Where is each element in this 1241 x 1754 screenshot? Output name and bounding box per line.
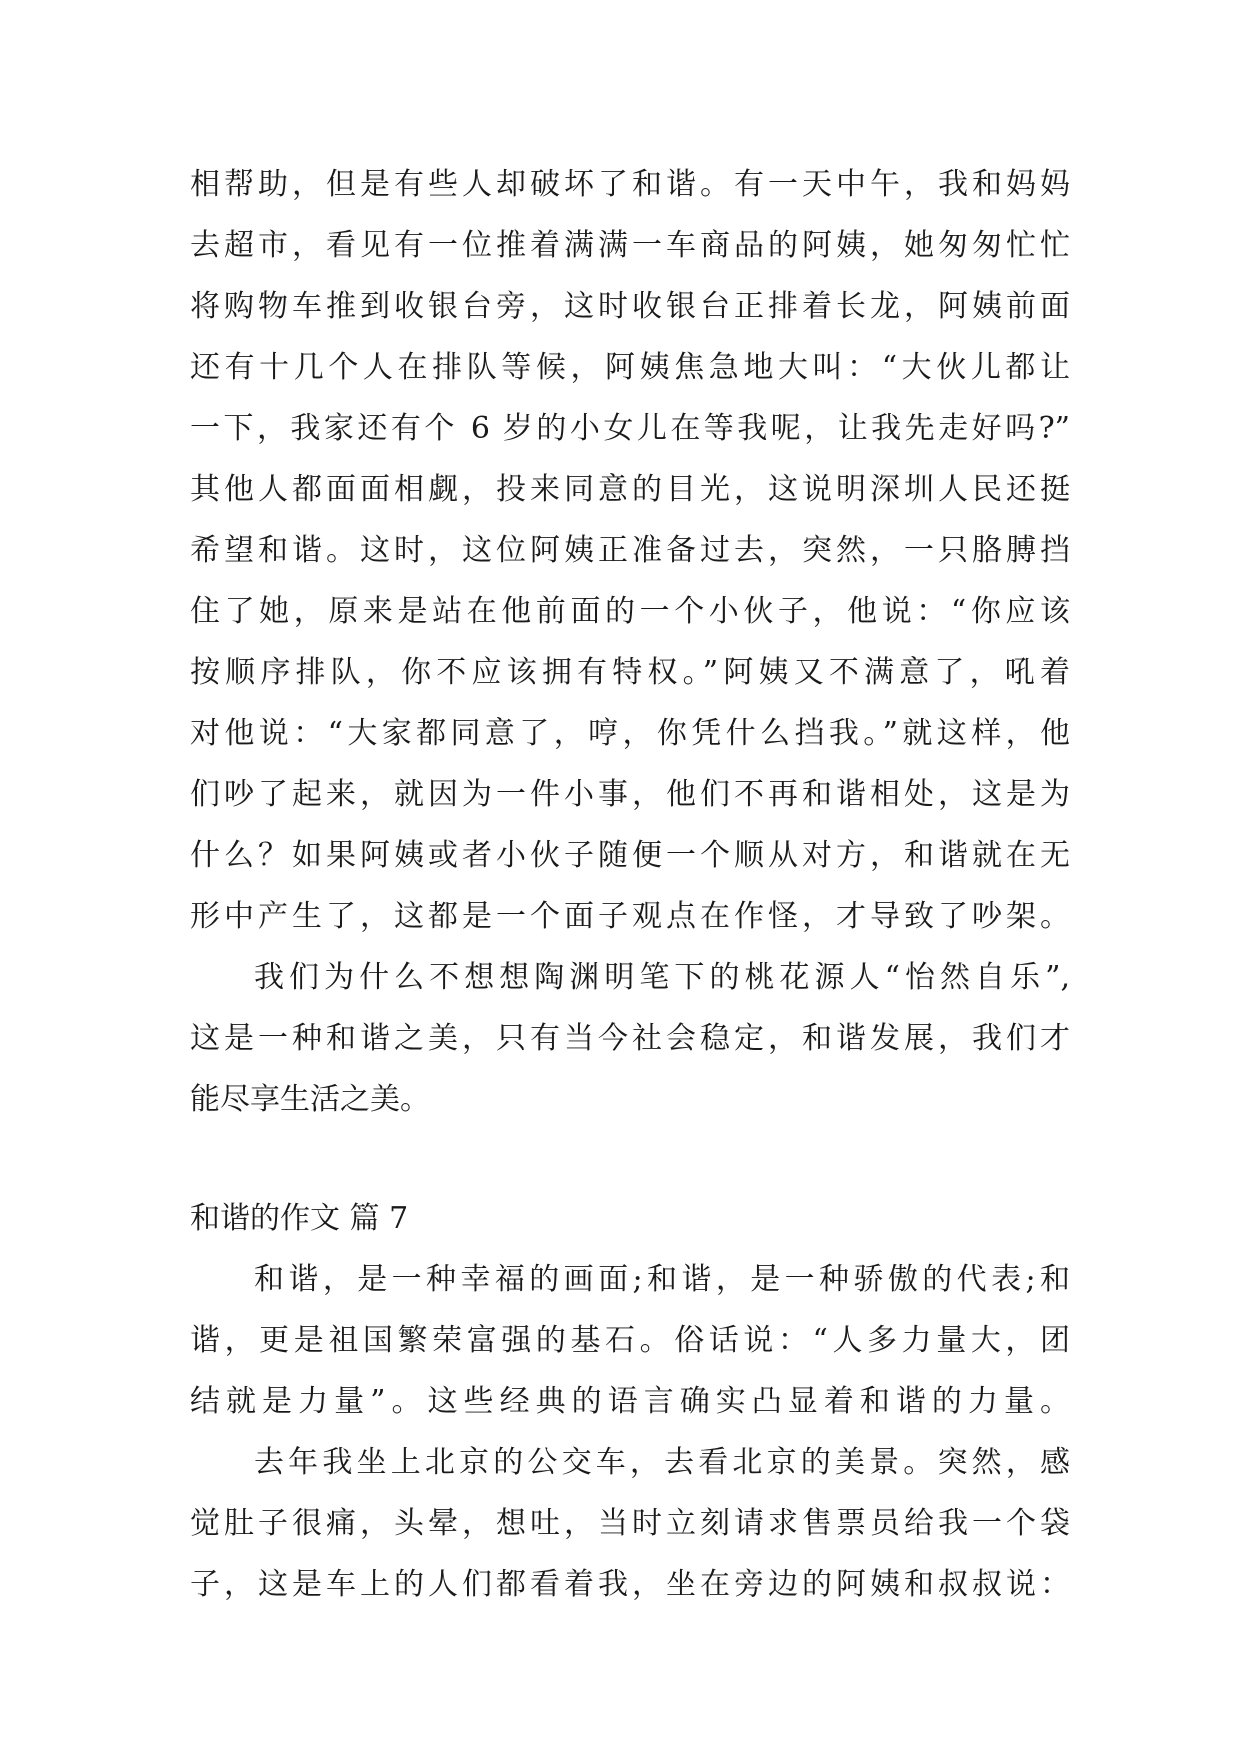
paragraph-1-line-8: 住了她，原来是站在他前面的一个小伙子，他说：“你应该: [190, 594, 1070, 629]
paragraph-4-line-3: 子，这是车上的人们都看着我，坐在旁边的阿姨和叔叔说：: [190, 1567, 1070, 1602]
paragraph-1-line-11: 们吵了起来，就因为一件小事，他们不再和谐相处，这是为: [190, 777, 1070, 812]
paragraph-4-line-1: 去年我坐上北京的公交车，去看北京的美景。突然，感: [254, 1445, 1070, 1480]
paragraph-1-line-9: 按顺序排队，你不应该拥有特权。”阿姨又不满意了，吼着: [190, 655, 1070, 690]
paragraph-2-line-2: 这是一种和谐之美，只有当今社会稳定，和谐发展，我们才: [190, 1021, 1070, 1056]
paragraph-3-line-2: 谐，更是祖国繁荣富强的基石。俗话说：“人多力量大，团: [190, 1323, 1070, 1358]
paragraph-1-line-6: 其他人都面面相觑，投来同意的目光，这说明深圳人民还挺: [190, 472, 1070, 507]
section-heading: 和谐的作文 篇 7: [190, 1201, 409, 1236]
paragraph-1-line-2: 去超市，看见有一位推着满满一车商品的阿姨，她匆匆忙忙: [190, 228, 1070, 263]
paragraph-1-line-12: 什么？如果阿姨或者小伙子随便一个顺从对方，和谐就在无: [190, 838, 1070, 873]
paragraph-1-line-10: 对他说：“大家都同意了，哼，你凭什么挡我。”就这样，他: [190, 716, 1070, 751]
paragraph-3-line-1: 和谐，是一种幸福的画面;和谐，是一种骄傲的代表;和: [254, 1262, 1070, 1297]
paragraph-3-line-3: 结就是力量”。这些经典的语言确实凸显着和谐的力量。: [190, 1384, 1070, 1419]
paragraph-1-line-1: 相帮助，但是有些人却破坏了和谐。有一天中午，我和妈妈: [190, 167, 1070, 202]
paragraph-1-line-4: 还有十几个人在排队等候，阿姨焦急地大叫：“大伙儿都让: [190, 350, 1070, 385]
paragraph-1-line-5: 一下，我家还有个 6 岁的小女儿在等我呢，让我先走好吗?”: [190, 411, 1070, 446]
paragraph-2-line-3: 能尽享生活之美。: [190, 1082, 430, 1117]
paragraph-1-line-3: 将购物车推到收银台旁，这时收银台正排着长龙，阿姨前面: [190, 289, 1070, 324]
paragraph-4-line-2: 觉肚子很痛，头晕，想吐，当时立刻请求售票员给我一个袋: [190, 1506, 1070, 1541]
paragraph-1-line-7: 希望和谐。这时，这位阿姨正准备过去，突然，一只胳膊挡: [190, 533, 1070, 568]
paragraph-2-line-1: 我们为什么不想想陶渊明笔下的桃花源人“怡然自乐”,: [254, 960, 1070, 995]
paragraph-1-line-13: 形中产生了，这都是一个面子观点在作怪，才导致了吵架。: [190, 899, 1070, 934]
